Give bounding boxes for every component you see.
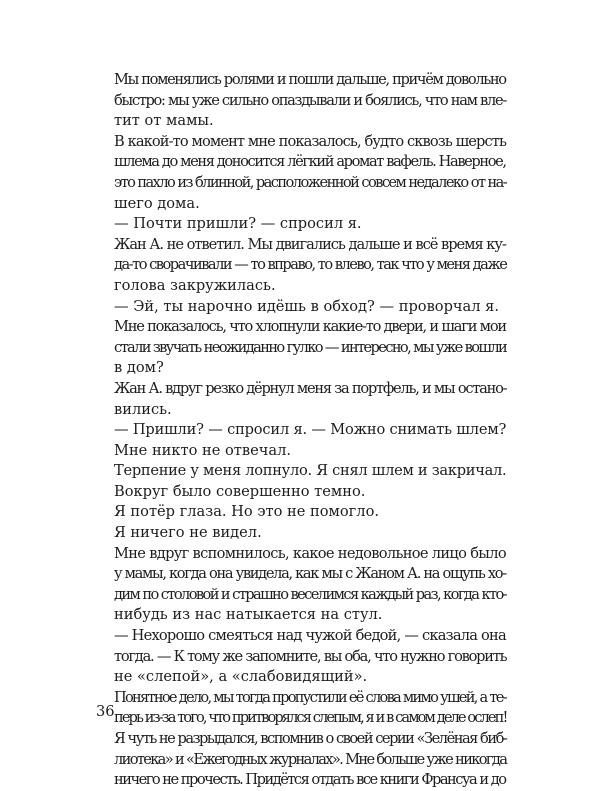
paragraph [96, 214, 506, 235]
text-line: перь из-за того, что притворялся слепым, я и в самом деле ослеп! [114, 709, 507, 727]
paragraph [96, 729, 506, 791]
text-line: тогда. — К тому же запомните, вы оба, что нужно говорить [114, 647, 507, 665]
text-line: не «слепой», а «слабовидящий». [114, 668, 368, 686]
text-line: шего дома. [114, 194, 200, 212]
paragraph [96, 132, 506, 214]
text-line: Мы поменялись ролями и пошли дальше, причём довольно [114, 71, 506, 88]
text-line: Терпение у меня лопнуло. Я снял шлем и закричал. [114, 462, 507, 480]
paragraph [96, 523, 506, 544]
paragraph [96, 70, 506, 132]
text-line: стали звучать неожиданно гулко — интересно, мы уже вошли [114, 338, 507, 356]
paragraph [96, 441, 506, 462]
text-line: вились. [114, 400, 172, 418]
text-line: Мне никто не отвечал. [114, 441, 291, 459]
text-line: — Нехорошо смеяться над чужой бедой, — сказала она [114, 627, 506, 645]
text-line: — Эй, ты нарочно идёшь в обход? — проворчал я. [114, 297, 500, 315]
text-line: нибудь из нас натыкается на стул. [114, 606, 383, 624]
paragraph [96, 544, 506, 626]
text-line: у мамы, когда она увидела, как мы с Жаном А. на ощупь хо- [114, 565, 506, 583]
text-line: да-то сворачивали — то вправо, то влево, так что у меня даже [114, 256, 507, 274]
page-number: 36 [96, 703, 115, 720]
body-text [96, 70, 506, 791]
text-line: Я ничего не видел. [114, 524, 262, 542]
text-line: Мне показалось, что хлопнули какие-то двери, и шаги мои [114, 318, 506, 336]
text-line: Жан А. не ответил. Мы двигались дальше и всё время ку- [114, 235, 506, 253]
paragraph [96, 502, 506, 523]
paragraph [96, 420, 506, 441]
text-line: голова закружилась. [114, 276, 276, 294]
paragraph [96, 626, 506, 688]
paragraph [96, 482, 506, 503]
text-line: Я потёр глаза. Но это не помогло. [114, 503, 380, 521]
text-line: Мне вдруг вспомнилось, какое недовольное лицо было [114, 544, 506, 562]
paragraph [96, 317, 506, 379]
text-line: ничего не прочесть. Придётся отдать все книги Франсуа и до [114, 771, 506, 789]
text-line: В какой-то момент мне показалось, будто сквозь шерсть [114, 132, 507, 150]
text-line: — Пришли? — спросил я. — Можно снимать шлем? [114, 421, 507, 439]
text-line: — Почти пришли? — спросил я. [114, 215, 362, 233]
paragraph [96, 297, 506, 318]
paragraph [96, 379, 506, 420]
text-line: шлема до меня доносится лёгкий аромат вафель. Наверное, [114, 153, 506, 171]
text-line: Понятное дело, мы тогда пропустили её слова мимо ушей, а те- [114, 688, 506, 706]
paragraph [96, 235, 506, 297]
text-line: Я чуть не разрыдался, вспомнив о своей серии «Зелёная биб- [114, 730, 507, 747]
paragraph [96, 461, 506, 482]
text-line: Жан А. вдруг резко дёрнул меня за портфель, и мы остано- [114, 379, 507, 397]
text-line: Вокруг было совершенно темно. [114, 482, 366, 500]
text-line: быстро: мы уже сильно опаздывали и боялись, что нам вле- [114, 91, 506, 109]
text-line: тит от мамы. [114, 112, 214, 130]
text-line: это пахло из блинной, расположенной совсем недалеко от на- [114, 173, 507, 191]
text-line: в дом? [114, 359, 164, 377]
text-line: лиотека» и «Ежегодных журналах». Мне больше уже никогда [114, 750, 507, 768]
paragraph [96, 688, 506, 729]
text-line: дим по столовой и страшно веселимся каждый раз, когда кто- [114, 585, 507, 603]
